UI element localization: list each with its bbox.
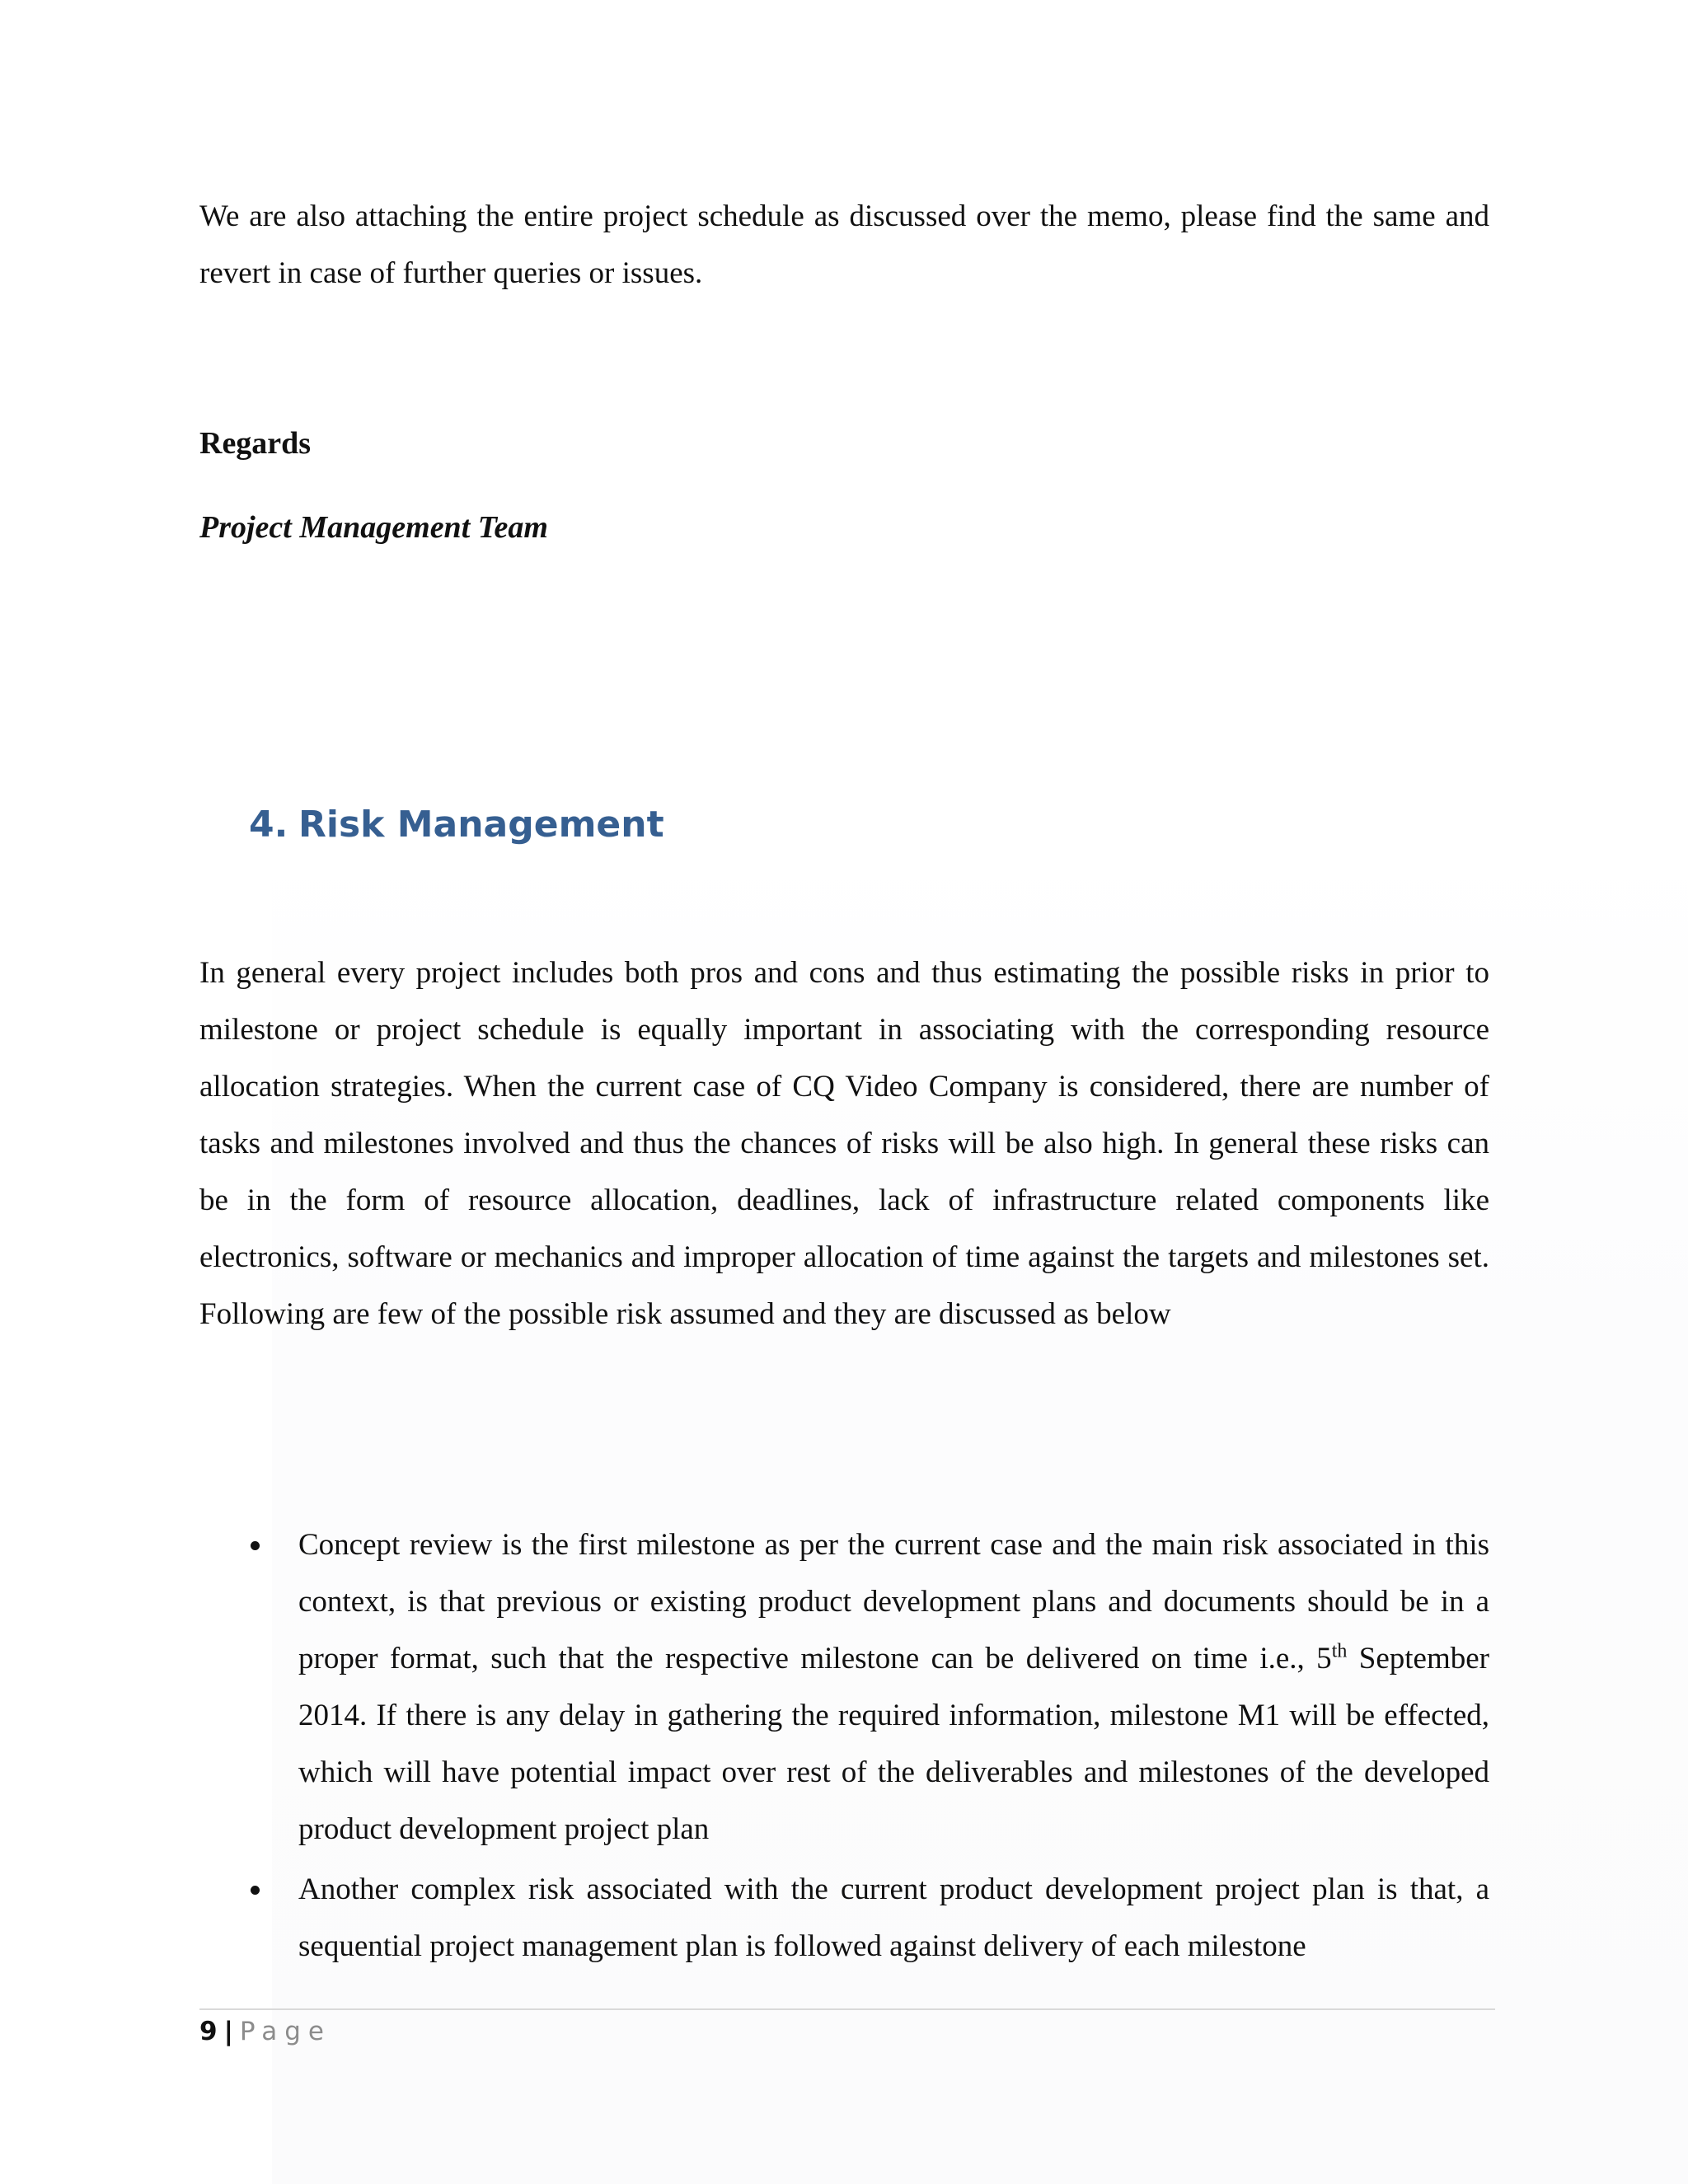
- list-item: [199, 1861, 1489, 1975]
- footer-divider: [199, 2008, 1495, 2010]
- footer-separator: |: [223, 2017, 233, 2046]
- section-intro-paragraph: In general every project includes both pros and cons and thus estimating the possible risks in prior to milestone or project schedule is equally important in associating with the corresponding resource allocation strategies. When the current case of CQ Video Company is considered, there are number of tasks and milestones involved and thus the chances of risks will be also high. In general these risks can be in the form of resource allocation, deadlines, lack of infrastructure related components like electronics, software or mechanics and improper allocation of time against the targets and milestones set. Following are few of the possible risk assumed and they are discussed as below: [199, 956, 1489, 1331]
- page-label: Page: [239, 2017, 331, 2046]
- list-item: [199, 1516, 1489, 1858]
- section-heading: [249, 796, 664, 854]
- bullet-icon: [251, 1541, 260, 1550]
- section-number: 4.: [249, 804, 288, 846]
- page-number: 9: [199, 2017, 218, 2046]
- section-title: Risk Management: [298, 804, 664, 846]
- closing-paragraph: We are also attaching the entire project schedule as discussed over the memo, please find the same and revert in case of further queries or issues.: [199, 199, 1489, 290]
- risk-bullet-list: [199, 1516, 1489, 1978]
- ordinal-suffix: th: [1331, 1640, 1348, 1662]
- bullet-text-end: September 2014. If there is any delay in gathering the required information, milestone M1 will be effected, which will have potential impact over rest of the deliverables and milestones of the developed product development project plan: [298, 1642, 1489, 1846]
- signature-team: Project Management Team: [199, 510, 548, 545]
- bullet-icon: [251, 1886, 260, 1895]
- regards-label: Regards: [199, 426, 312, 461]
- bullet-text: Another complex risk associated with the current product development project plan is that, a sequential project management plan is followed against delivery of each milestone: [298, 1872, 1489, 1963]
- bullet-text-start: Concept review is the first milestone as per the current case and the main risk associated in this context, is that previous or existing product development plans and documents should be in a proper format, such that the respective milestone can be delivered on time i.e., 5: [298, 1528, 1489, 1675]
- page-footer: [199, 2011, 331, 2052]
